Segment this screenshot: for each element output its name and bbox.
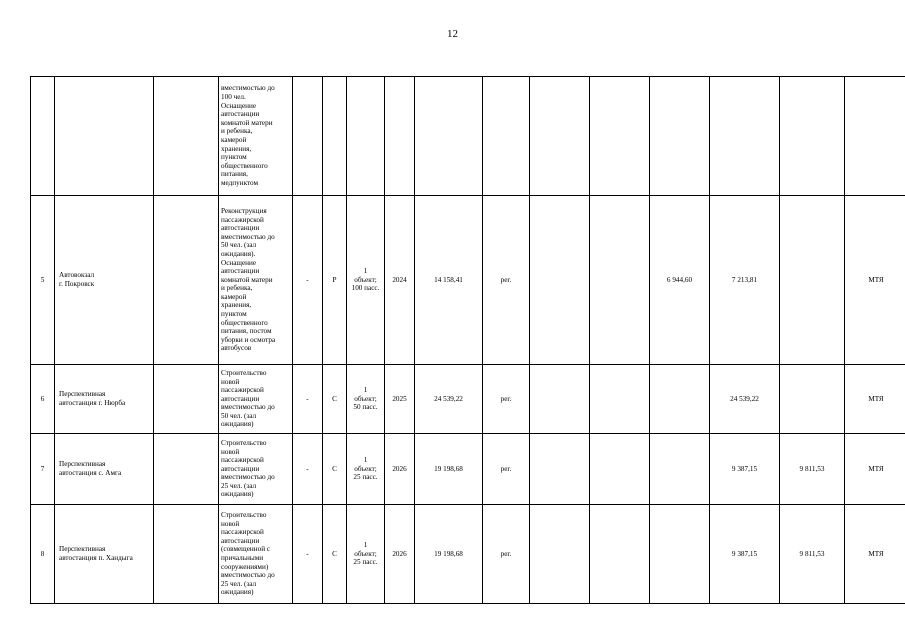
funding-year-2 — [590, 505, 650, 604]
row-number: 5 — [31, 196, 55, 365]
work-description-line: сооружениями) — [221, 562, 269, 571]
work-description-line: ожидания) — [221, 588, 254, 597]
work-description-line: автостанции — [221, 464, 260, 473]
dash-cell: - — [293, 365, 323, 434]
responsible-org — [845, 77, 905, 196]
work-description-line: вместимостью до — [221, 473, 275, 482]
dash-cell: - — [293, 196, 323, 365]
work-description-line: общественного — [221, 318, 268, 327]
row-number: 6 — [31, 365, 55, 434]
funding-source — [483, 77, 530, 196]
work-description — [219, 434, 293, 505]
work-description-line: автобусов — [221, 344, 252, 353]
funding-year-4: 7 213,81 — [710, 196, 780, 365]
object-name — [55, 196, 154, 365]
work-description-line: 100 чел. — [221, 93, 246, 102]
work-type: С — [323, 434, 347, 505]
dash-cell — [293, 77, 323, 196]
funding-source: рег. — [483, 434, 530, 505]
funding-year-3 — [650, 434, 710, 505]
work-description-line: 50 чел. (зал — [221, 411, 257, 420]
work-description-line: ожидания) — [221, 490, 254, 499]
completion-year: 2025 — [385, 365, 415, 434]
funding-year-4: 9 387,15 — [710, 434, 780, 505]
funding-year-5 — [780, 196, 845, 365]
work-description-line: общественного — [221, 161, 268, 170]
capacity — [347, 77, 385, 196]
funding-source: рег. — [483, 196, 530, 365]
funding-year-5 — [780, 365, 845, 434]
work-description-line: Строительство — [221, 511, 267, 520]
work-description-line: вместимостью до — [221, 403, 275, 412]
work-type: С — [323, 505, 347, 604]
funding-year-4 — [710, 77, 780, 196]
funding-year-4: 9 387,15 — [710, 505, 780, 604]
work-description-line: камерой — [221, 292, 247, 301]
funding-year-2 — [590, 196, 650, 365]
work-description-line: 25 чел. (зал — [221, 481, 257, 490]
work-description-line: 50 чел. (зал — [221, 241, 257, 250]
capacity — [347, 505, 385, 604]
funding-source: рег. — [483, 365, 530, 434]
funding-year-1 — [530, 196, 590, 365]
capacity-line: 25 пасс. — [353, 558, 378, 567]
funding-year-5: 9 811,53 — [780, 434, 845, 505]
object-name-line: Перспективная — [59, 390, 106, 399]
page-number: 12 — [447, 28, 458, 40]
funding-year-3: 6 944,60 — [650, 196, 710, 365]
work-description-line: пассажирской — [221, 215, 264, 224]
work-description-line: автостанции — [221, 536, 260, 545]
funding-year-1 — [530, 434, 590, 505]
object-name-line: автостанция г. Нюрба — [59, 399, 126, 407]
work-description-line: комнатой матери — [221, 118, 273, 127]
funding-year-1 — [530, 365, 590, 434]
work-type — [323, 77, 347, 196]
work-description-line: автостанции — [221, 110, 260, 119]
work-description-line: питания, постом — [221, 327, 272, 336]
capacity-line: 50 пасс. — [353, 403, 378, 412]
blank-cell — [154, 505, 219, 604]
object-name-line: автостанция с. Амга — [59, 469, 122, 477]
funding-year-2 — [590, 434, 650, 505]
work-description — [219, 196, 293, 365]
work-description-line: причальными — [221, 554, 264, 562]
total-cost: 24 539,22 — [415, 365, 483, 434]
funding-year-3 — [650, 77, 710, 196]
work-description — [219, 365, 293, 434]
capacity-line: объект; — [354, 275, 377, 284]
work-description-line: ожидания) — [221, 420, 254, 429]
blank-cell — [154, 196, 219, 365]
object-name-line: Перспективная — [59, 460, 106, 469]
row-number — [31, 77, 55, 196]
table-row — [31, 365, 905, 434]
work-description-line: камерой — [221, 136, 247, 144]
table-row — [31, 77, 905, 196]
total-cost — [415, 77, 483, 196]
work-description-line: автостанции — [221, 267, 260, 276]
funding-year-5 — [780, 77, 845, 196]
funding-year-2 — [590, 77, 650, 196]
blank-cell — [154, 365, 219, 434]
work-description — [219, 77, 293, 196]
capacity-line: 1 — [363, 541, 368, 550]
work-description-line: (совмещенной с — [221, 545, 271, 554]
work-description-line: питания, — [221, 170, 248, 179]
work-description-line: 25 чел. (зал — [221, 579, 257, 588]
dash-cell: - — [293, 434, 323, 505]
work-description-line: пассажирской — [221, 456, 264, 465]
funding-year-3 — [650, 505, 710, 604]
total-cost: 19 198,68 — [415, 434, 483, 505]
responsible-org: МТЯ — [845, 505, 905, 604]
work-description-line: Оснащение — [221, 101, 257, 110]
funding-year-1 — [530, 505, 590, 604]
work-description-line: пунктом — [221, 153, 247, 162]
object-name — [55, 77, 154, 196]
work-description-line: комнатой матери — [221, 275, 273, 284]
blank-cell — [154, 77, 219, 196]
work-description-line: новой — [221, 519, 240, 528]
responsible-org: МТЯ — [845, 196, 905, 365]
total-cost: 14 158,41 — [415, 196, 483, 365]
capacity-line: 25 пасс. — [353, 473, 378, 482]
work-description-line: новой — [221, 447, 240, 456]
completion-year: 2024 — [385, 196, 415, 365]
dash-cell: - — [293, 505, 323, 604]
work-description — [219, 505, 293, 604]
row-number: 8 — [31, 505, 55, 604]
work-description-line: новой — [221, 377, 240, 386]
work-description-line: автостанции — [221, 224, 260, 233]
work-description-line: пассажирской — [221, 386, 264, 395]
work-description-line: и ребенка, — [221, 284, 253, 293]
work-description-line: хранения, — [221, 301, 252, 310]
work-description-line: вместимостью до — [221, 232, 275, 241]
work-description-line: Строительство — [221, 438, 267, 447]
work-description-line: вместимостью до — [221, 571, 275, 580]
blank-cell — [154, 434, 219, 505]
responsible-org: МТЯ — [845, 434, 905, 505]
responsible-org: МТЯ — [845, 365, 905, 434]
work-description-line: медпунктом — [221, 178, 259, 187]
funding-year-4: 24 539,22 — [710, 365, 780, 434]
work-description-line: ожидания). — [221, 249, 256, 258]
object-name — [55, 505, 154, 604]
work-description-line: уборки и осмотра — [221, 335, 276, 344]
capacity — [347, 434, 385, 505]
funding-year-2 — [590, 365, 650, 434]
total-cost: 19 198,68 — [415, 505, 483, 604]
completion-year — [385, 77, 415, 196]
capacity — [347, 365, 385, 434]
funding-year-5: 9 811,53 — [780, 505, 845, 604]
work-description-line: Реконструкция — [221, 206, 267, 215]
work-description-line: вместимостью до — [221, 84, 275, 93]
table-row — [31, 505, 905, 604]
funding-year-1 — [530, 77, 590, 196]
capacity-line: 1 — [363, 267, 368, 276]
work-description-line: пассажирской — [221, 528, 264, 537]
object-name — [55, 365, 154, 434]
work-type: С — [323, 365, 347, 434]
work-description-line: и ребенка, — [221, 127, 253, 136]
funding-source: рег. — [483, 505, 530, 604]
work-description-line: пунктом — [221, 310, 247, 319]
completion-year: 2026 — [385, 505, 415, 604]
work-description-line: Оснащение — [221, 258, 257, 267]
object-name-line: автостанция п. Хандыга — [59, 554, 133, 562]
work-description-line: автостанции — [221, 394, 260, 403]
capacity-line: объект; — [354, 394, 377, 403]
work-description-line: Строительство — [221, 368, 267, 377]
capacity-line: 100 пасс. — [351, 284, 380, 293]
funding-year-3 — [650, 365, 710, 434]
capacity-line: объект; — [354, 464, 377, 473]
completion-year: 2026 — [385, 434, 415, 505]
program-table — [30, 76, 905, 604]
work-type: Р — [323, 196, 347, 365]
object-name-line: г. Покровск — [59, 280, 95, 288]
capacity-line: 1 — [363, 386, 368, 395]
object-name-line: Автовокзал — [59, 271, 95, 280]
table-row — [31, 434, 905, 505]
row-number: 7 — [31, 434, 55, 505]
capacity — [347, 196, 385, 365]
capacity-line: 1 — [363, 456, 368, 465]
capacity-line: объект; — [354, 549, 377, 558]
table-row — [31, 196, 905, 365]
work-description-line: хранения, — [221, 144, 252, 153]
object-name-line: Перспективная — [59, 545, 106, 554]
object-name — [55, 434, 154, 505]
